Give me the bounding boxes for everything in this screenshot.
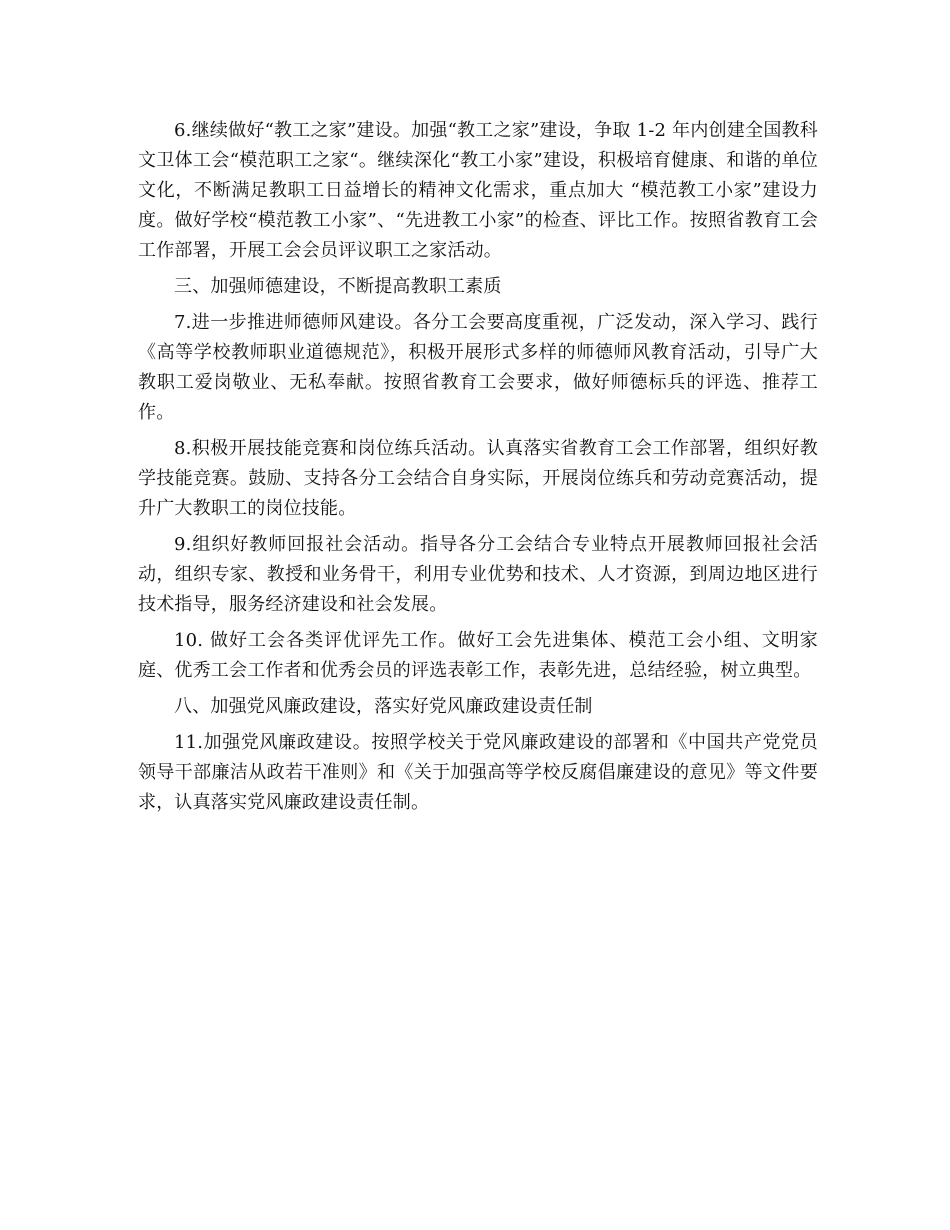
paragraph-item-10: 10. 做好工会各类评优评先工作。做好工会先进集体、模范工会小组、文明家庭、优秀工会工作者和优秀会员的评选表彰工作，表彰先进，总结经验，树立典型。 (138, 630, 818, 681)
paragraph-item-7: 7.进一步推进师德师风建设。各分工会要高度重视，广泛发动，深入学习、践行《高等学校教师职业道德规范》，积极开展形式多样的师德师风教育活动，引导广大教职工爱岗敬业、无私奉献。按照省教育工会要求，做好师德标兵的评选、推荐工作。 (138, 312, 818, 423)
paragraph-item-11: 11.加强党风廉政建设。按照学校关于党风廉政建设的部署和《中国共产党党员领导干部廉洁从政若干准则》和《关于加强高等学校反腐倡廉建设的意见》等文件要求，认真落实党风廉政建设责任制。 (138, 732, 818, 813)
paragraph-item-9: 9.组织好教师回报社会活动。指导各分工会结合专业特点开展教师回报社会活动，组织专家、教授和业务骨干，利用专业优势和技术、人才资源，到周边地区进行技术指导，服务经济建设和社会发展。 (138, 534, 818, 615)
paragraph-item-8: 8.积极开展技能竞赛和岗位练兵活动。认真落实省教育工会工作部署，组织好教学技能竞赛。鼓励、支持各分工会结合自身实际，开展岗位练兵和劳动竞赛活动，提升广大教职工的岗位技能。 (138, 438, 818, 519)
section-heading-3: 三、加强师德建设，不断提高教职工素质 (174, 276, 502, 297)
section-heading-8: 八、加强党风廉政建设，落实好党风廉政建设责任制 (174, 696, 593, 717)
paragraph-item-6: 6.继续做好“教工之家”建设。加强“教工之家”建设，争取 1-2 年内创建全国教科文卫体工会“模范职工之家“。继续深化“教工小家”建设，积极培育健康、和谐的单位文化，不断满足教职工日益增长的精神文化需求，重点加大 “模范教工小家”建设力度。做好学校“模范教工小家”、“先进教工小家”的检查、评比工作。按照省教育工会工作部署，开展工会会员评议职工之家活动。 (138, 120, 818, 261)
